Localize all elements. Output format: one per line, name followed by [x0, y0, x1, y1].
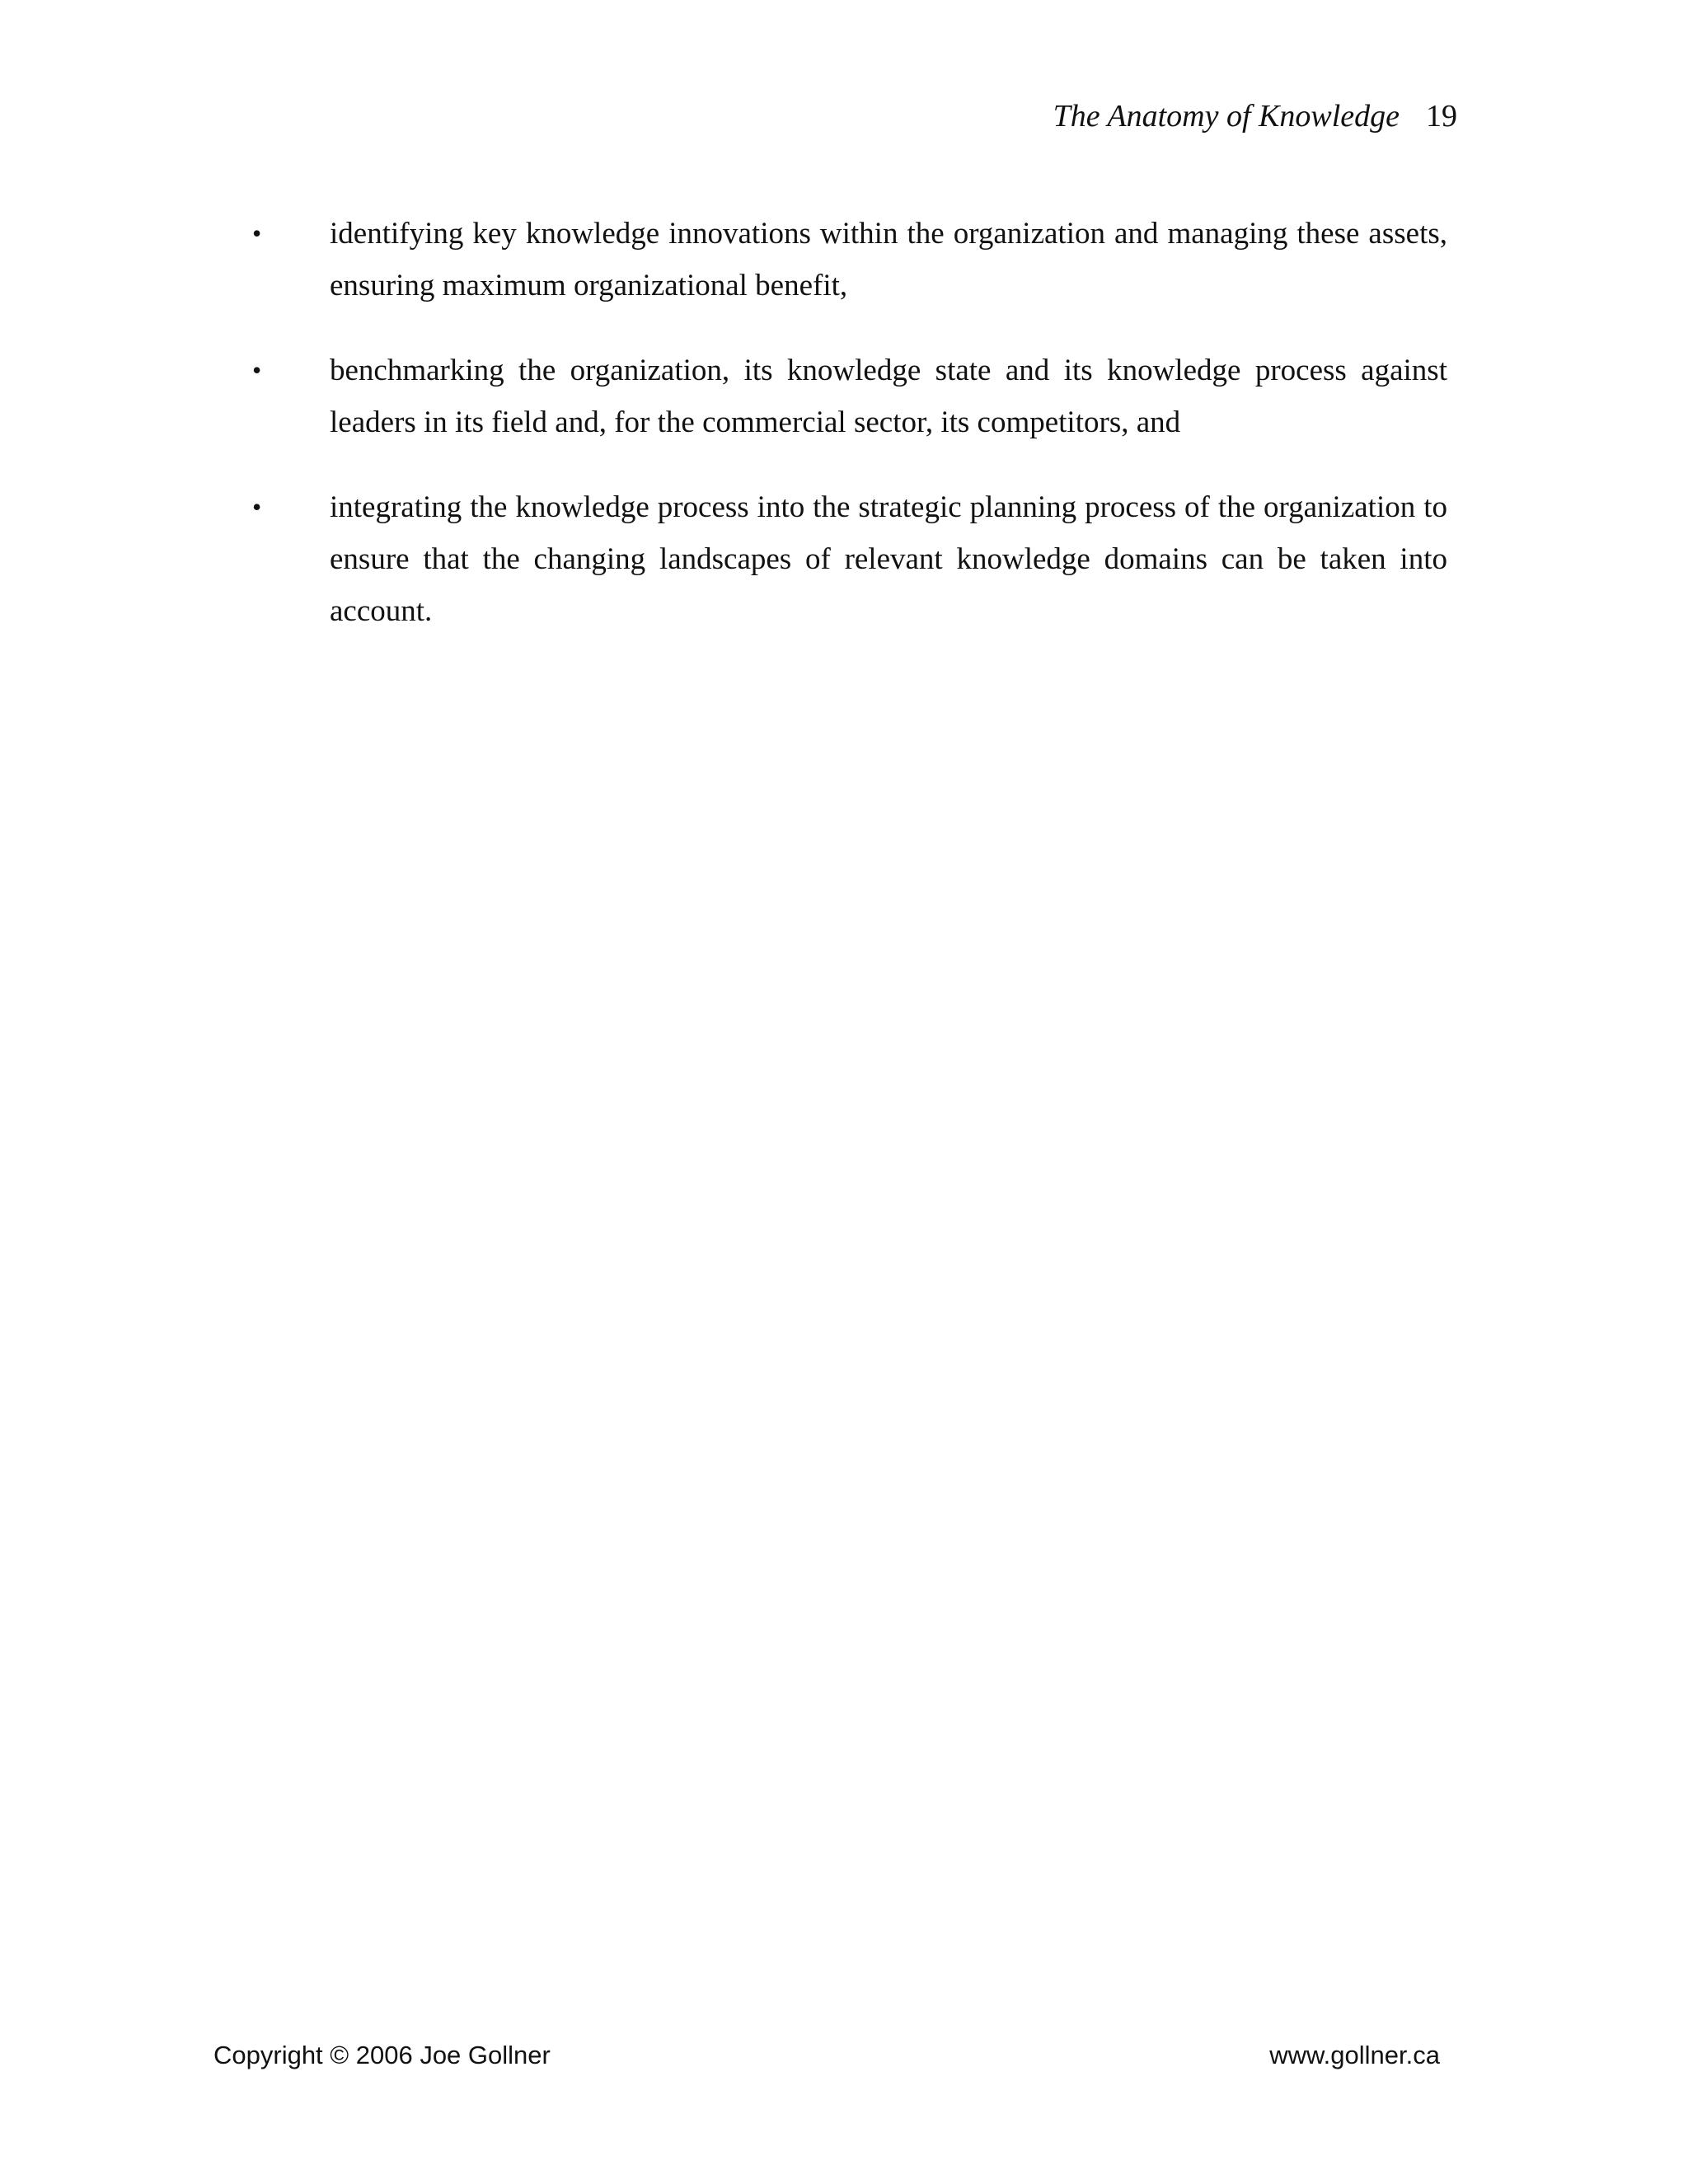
bullet-item — [0, 344, 1688, 448]
footer-website: www.gollner.ca — [1269, 2041, 1440, 2069]
bullet-text: integrating the knowledge process into the strategic planning process of the organization to ensure that the changing landscapes of relevant knowledge domains can be taken into account. — [330, 490, 1447, 628]
bullet-marker: • — [252, 355, 262, 385]
page-number: 19 — [1426, 99, 1457, 134]
bullet-item — [0, 208, 1688, 312]
footer-copyright: Copyright © 2006 Joe Gollner — [213, 2041, 551, 2069]
bullet-marker: • — [252, 218, 262, 248]
running-header — [1053, 96, 1457, 137]
bullet-text: identifying key knowledge innovations within the organization and managing these assets, ensuring maximum organizational benefit, — [330, 217, 1447, 302]
bullet-text: benchmarking the organization, its knowledge state and its knowledge process against leaders in its field and, for the commercial sector, its competitors, and — [330, 354, 1447, 439]
running-header-title: The Anatomy of Knowledge — [1053, 99, 1400, 134]
bullet-list — [0, 208, 1688, 670]
bullet-item — [0, 481, 1688, 637]
bullet-marker: • — [252, 492, 262, 522]
